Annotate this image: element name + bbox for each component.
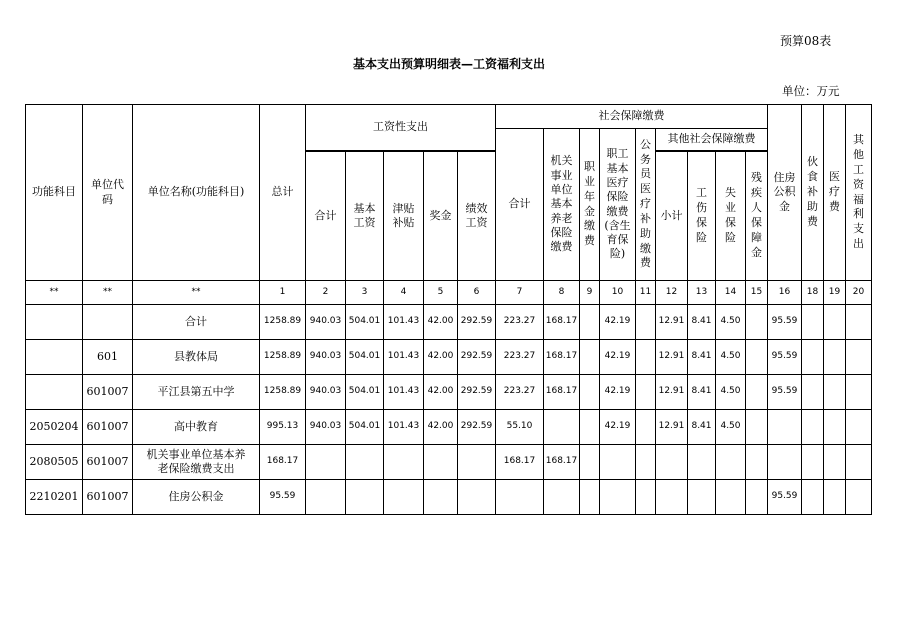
cell-col-2: 601007	[83, 375, 133, 410]
cell-col-1: 2080505	[26, 445, 83, 480]
cell-col-10: 223.27	[496, 340, 544, 375]
cell-col-9	[458, 445, 496, 480]
cell-col-7: 4	[384, 281, 424, 305]
cell-col-18	[746, 375, 768, 410]
header-social-subtotal: 合计	[496, 129, 544, 281]
header-wage-group: 工资性支出	[306, 105, 496, 151]
unit-name-text: 高中教育	[174, 419, 218, 433]
cell-col-18	[746, 340, 768, 375]
cell-col-8: 5	[424, 281, 458, 305]
cell-col-22	[846, 480, 872, 515]
cell-col-9: 292.59	[458, 305, 496, 340]
cell-col-17: 4.50	[716, 340, 746, 375]
header-medical: 职工基本医疗保险缴费(含生育保险)	[600, 129, 636, 281]
cell-col-18	[746, 305, 768, 340]
cell-col-14	[636, 445, 656, 480]
cell-col-2: **	[83, 281, 133, 305]
cell-col-18	[746, 445, 768, 480]
header-housing-fund: 住房公积金	[768, 105, 802, 281]
unit-name-text: 县教体局	[174, 349, 218, 363]
cell-col-1: 2050204	[26, 410, 83, 445]
header-disability: 残疾人保障金	[746, 152, 768, 281]
cell-col-6: 504.01	[346, 340, 384, 375]
cell-col-2: 601	[83, 340, 133, 375]
cell-col-7: 101.43	[384, 410, 424, 445]
cell-col-22: 20	[846, 281, 872, 305]
cell-col-7: 101.43	[384, 375, 424, 410]
cell-col-18	[746, 410, 768, 445]
cell-col-8	[424, 480, 458, 515]
cell-col-4: 1	[260, 281, 306, 305]
cell-col-21: 19	[824, 281, 846, 305]
cell-col-3	[133, 340, 260, 375]
table-row	[26, 375, 872, 410]
cell-col-7	[384, 480, 424, 515]
cell-col-5: 940.03	[306, 375, 346, 410]
cell-col-4: 168.17	[260, 445, 306, 480]
cell-col-12	[580, 445, 600, 480]
cell-col-6: 504.01	[346, 305, 384, 340]
cell-col-12: 9	[580, 281, 600, 305]
cell-col-11: 168.17	[544, 445, 580, 480]
cell-col-7: 101.43	[384, 305, 424, 340]
cell-col-16	[688, 480, 716, 515]
cell-col-15: 12.91	[656, 410, 688, 445]
cell-col-17: 4.50	[716, 375, 746, 410]
cell-col-17: 4.50	[716, 410, 746, 445]
cell-col-14	[636, 480, 656, 515]
header-civil-medical: 公务员医疗补助缴费	[636, 129, 656, 281]
cell-col-5: 2	[306, 281, 346, 305]
cell-col-9: 292.59	[458, 375, 496, 410]
cell-col-17	[716, 480, 746, 515]
cell-col-3	[133, 445, 260, 480]
header-merit-pay: 绩效工资	[458, 152, 496, 281]
cell-col-14	[636, 375, 656, 410]
cell-col-10: 223.27	[496, 305, 544, 340]
header-bonus: 奖金	[424, 152, 458, 281]
header-basic-wage: 基本工资	[346, 152, 384, 281]
cell-col-1: 2210201	[26, 480, 83, 515]
cell-col-4: 95.59	[260, 480, 306, 515]
cell-col-8: 42.00	[424, 305, 458, 340]
header-unit-code: 单位代码	[83, 105, 133, 281]
cell-col-7: 101.43	[384, 340, 424, 375]
cell-col-16: 8.41	[688, 375, 716, 410]
table-row	[26, 340, 872, 375]
header-meal-subsidy: 伙食补助费	[802, 105, 824, 281]
index-row	[26, 281, 872, 305]
cell-col-10: 223.27	[496, 375, 544, 410]
cell-col-16: 8.41	[688, 340, 716, 375]
cell-col-3: **	[133, 281, 260, 305]
cell-col-11: 8	[544, 281, 580, 305]
cell-col-12	[580, 375, 600, 410]
cell-col-13: 42.19	[600, 305, 636, 340]
cell-col-15: 12	[656, 281, 688, 305]
cell-col-9: 292.59	[458, 410, 496, 445]
page-title: 基本支出预算明细表—工资福利支出	[352, 57, 545, 71]
cell-col-13: 10	[600, 281, 636, 305]
cell-col-10: 168.17	[496, 445, 544, 480]
header-annuity: 职业年金缴费	[580, 129, 600, 281]
cell-col-15: 12.91	[656, 340, 688, 375]
cell-col-20	[802, 375, 824, 410]
cell-col-9	[458, 480, 496, 515]
cell-col-15: 12.91	[656, 305, 688, 340]
cell-col-19: 16	[768, 281, 802, 305]
cell-col-16: 8.41	[688, 410, 716, 445]
unit-name-text: 住房公积金	[168, 489, 224, 503]
cell-col-10	[496, 480, 544, 515]
cell-col-19: 95.59	[768, 340, 802, 375]
form-number: 预算08表	[780, 34, 832, 48]
cell-col-6: 3	[346, 281, 384, 305]
cell-col-20	[802, 410, 824, 445]
cell-col-16: 13	[688, 281, 716, 305]
cell-col-4: 1258.89	[260, 375, 306, 410]
cell-col-13	[600, 480, 636, 515]
cell-col-5	[306, 445, 346, 480]
cell-col-3	[133, 375, 260, 410]
header-func-code: 功能科目	[26, 105, 83, 281]
cell-col-22	[846, 375, 872, 410]
cell-col-19	[768, 445, 802, 480]
cell-col-14: 11	[636, 281, 656, 305]
cell-col-21	[824, 305, 846, 340]
cell-col-10: 7	[496, 281, 544, 305]
table-row	[26, 305, 872, 340]
cell-col-4: 1258.89	[260, 340, 306, 375]
cell-col-15	[656, 445, 688, 480]
cell-col-11: 168.17	[544, 375, 580, 410]
table-row	[26, 445, 872, 480]
cell-col-13	[600, 445, 636, 480]
cell-col-6	[346, 445, 384, 480]
table-row	[26, 410, 872, 445]
unit-name-text: 合计	[185, 314, 207, 328]
cell-col-21	[824, 340, 846, 375]
cell-col-22	[846, 340, 872, 375]
cell-col-14	[636, 410, 656, 445]
cell-col-11: 168.17	[544, 340, 580, 375]
header-other-subtotal: 小计	[656, 152, 688, 281]
cell-col-21	[824, 445, 846, 480]
cell-col-15	[656, 480, 688, 515]
cell-col-17	[716, 445, 746, 480]
cell-col-19: 95.59	[768, 305, 802, 340]
unit-label: 单位：万元	[782, 84, 840, 98]
cell-col-11	[544, 410, 580, 445]
cell-col-16: 8.41	[688, 305, 716, 340]
header-other-welfare: 其他工资福利支出	[846, 105, 872, 281]
cell-col-9: 6	[458, 281, 496, 305]
cell-col-10: 55.10	[496, 410, 544, 445]
cell-col-2: 601007	[83, 445, 133, 480]
cell-col-19: 95.59	[768, 375, 802, 410]
unit-name-text: 平江县第五中学	[157, 384, 235, 398]
cell-col-13: 42.19	[600, 375, 636, 410]
cell-col-1	[26, 305, 83, 340]
cell-col-11: 168.17	[544, 305, 580, 340]
cell-col-5	[306, 480, 346, 515]
header-medical-fee: 医疗费	[824, 105, 846, 281]
cell-col-12	[580, 480, 600, 515]
cell-col-5: 940.03	[306, 305, 346, 340]
budget-table	[25, 104, 872, 515]
cell-col-19: 95.59	[768, 480, 802, 515]
header-other-social-group: 其他社会保障缴费	[656, 129, 768, 151]
header-allowance: 津贴补贴	[384, 152, 424, 281]
cell-col-19	[768, 410, 802, 445]
cell-col-21	[824, 480, 846, 515]
cell-col-17: 14	[716, 281, 746, 305]
header-unit-name: 单位名称(功能科目)	[133, 105, 260, 281]
cell-col-1: **	[26, 281, 83, 305]
cell-col-14	[636, 340, 656, 375]
cell-col-1	[26, 340, 83, 375]
header-total: 总计	[260, 105, 306, 281]
cell-col-13: 42.19	[600, 410, 636, 445]
cell-col-12	[580, 305, 600, 340]
cell-col-22	[846, 445, 872, 480]
cell-col-20	[802, 480, 824, 515]
cell-col-18: 15	[746, 281, 768, 305]
cell-col-4: 1258.89	[260, 305, 306, 340]
cell-col-20	[802, 340, 824, 375]
cell-col-6: 504.01	[346, 375, 384, 410]
header-pension: 机关事业单位基本养老保险缴费	[544, 129, 580, 281]
cell-col-8: 42.00	[424, 340, 458, 375]
cell-col-12	[580, 410, 600, 445]
cell-col-13: 42.19	[600, 340, 636, 375]
table-row	[26, 480, 872, 515]
cell-col-22	[846, 410, 872, 445]
cell-col-21	[824, 410, 846, 445]
cell-col-3	[133, 480, 260, 515]
cell-col-6: 504.01	[346, 410, 384, 445]
cell-col-21	[824, 375, 846, 410]
cell-col-15: 12.91	[656, 375, 688, 410]
cell-col-22	[846, 305, 872, 340]
cell-col-11	[544, 480, 580, 515]
cell-col-2: 601007	[83, 410, 133, 445]
cell-col-5: 940.03	[306, 410, 346, 445]
cell-col-9: 292.59	[458, 340, 496, 375]
cell-col-8: 42.00	[424, 375, 458, 410]
cell-col-20	[802, 445, 824, 480]
cell-col-18	[746, 480, 768, 515]
unit-name-text: 机关事业单位基本养老保险缴费支出	[146, 447, 246, 475]
header-wage-subtotal: 合计	[306, 152, 346, 281]
header-social-group: 社会保障缴费	[496, 105, 768, 129]
cell-col-17: 4.50	[716, 305, 746, 340]
cell-col-1	[26, 375, 83, 410]
cell-col-4: 995.13	[260, 410, 306, 445]
header-injury: 工伤保险	[688, 152, 716, 281]
cell-col-3	[133, 410, 260, 445]
cell-col-5: 940.03	[306, 340, 346, 375]
cell-col-3	[133, 305, 260, 340]
cell-col-20	[802, 305, 824, 340]
cell-col-2	[83, 305, 133, 340]
cell-col-14	[636, 305, 656, 340]
cell-col-2: 601007	[83, 480, 133, 515]
cell-col-6	[346, 480, 384, 515]
cell-col-8: 42.00	[424, 410, 458, 445]
cell-col-7	[384, 445, 424, 480]
header-unemployment: 失业保险	[716, 152, 746, 281]
cell-col-8	[424, 445, 458, 480]
cell-col-12	[580, 340, 600, 375]
cell-col-20: 18	[802, 281, 824, 305]
cell-col-16	[688, 445, 716, 480]
